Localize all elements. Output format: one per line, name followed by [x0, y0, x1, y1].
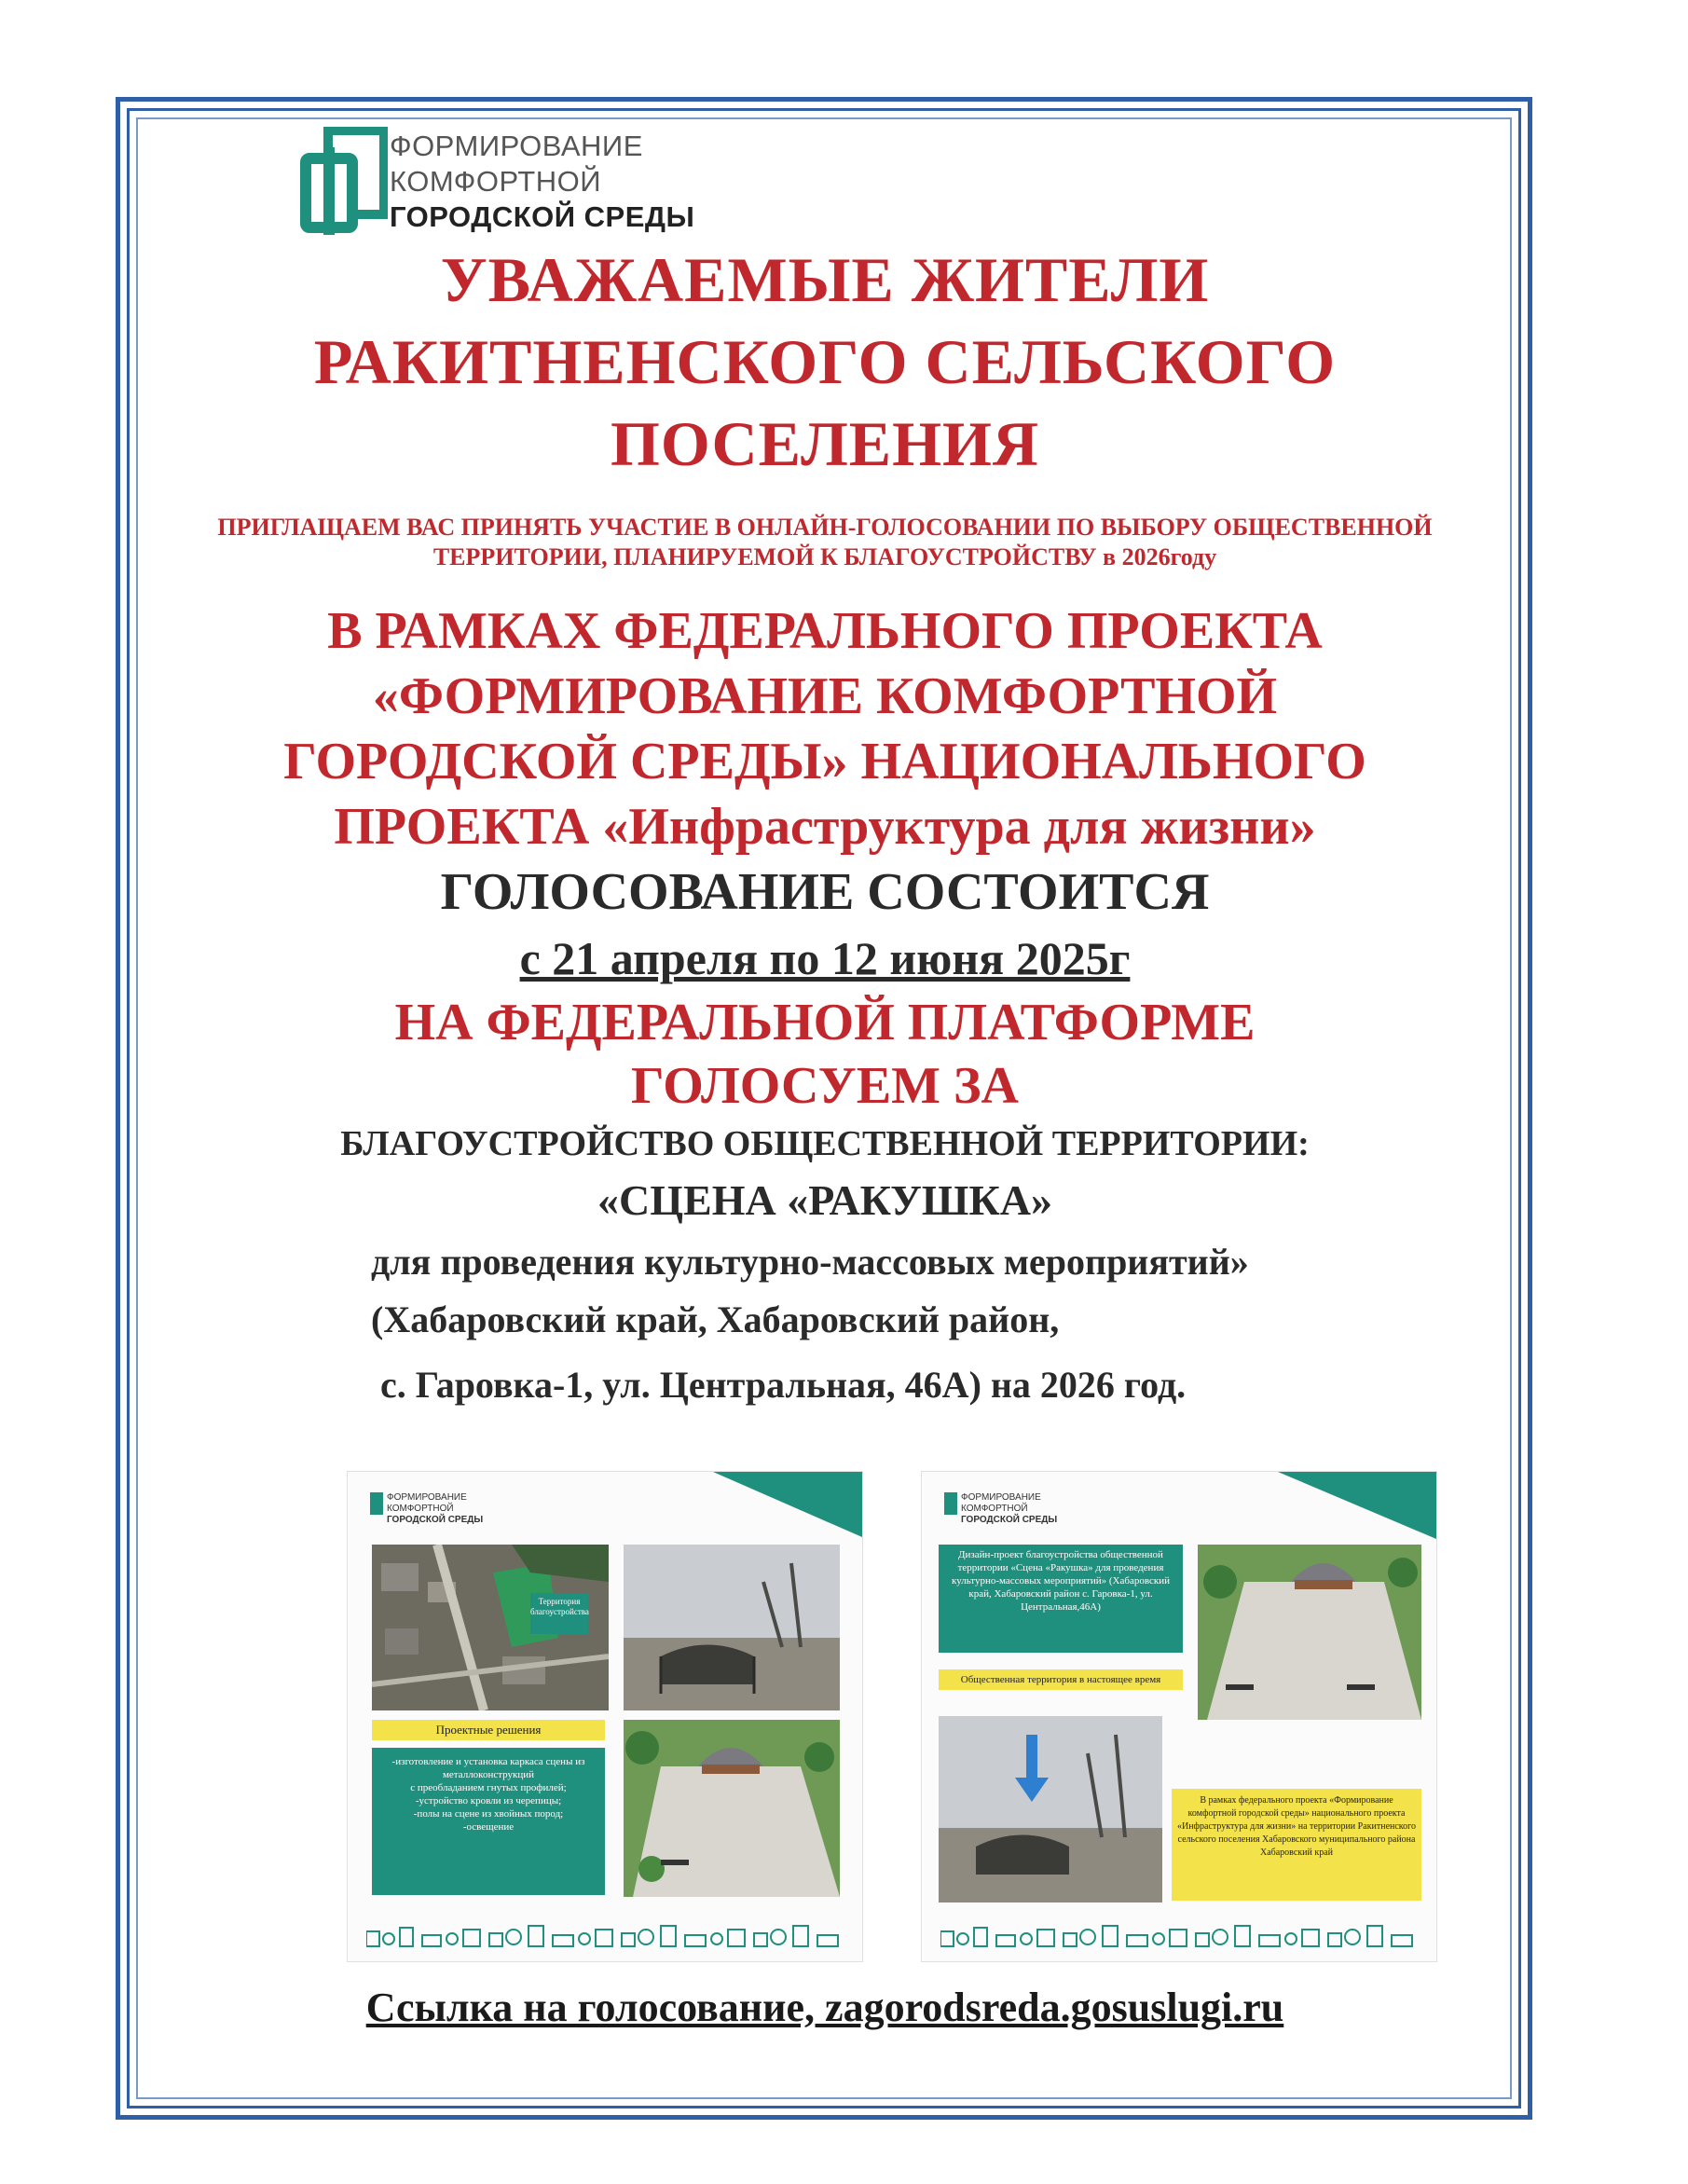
- invite-line-1: ПРИГЛАЩАЕМ ВАС ПРИНЯТЬ УЧАСТИЕ В ОНЛАЙН-ГОЛОСОВАНИИ ПО ВЫБОРУ ОБЩЕСТВЕННОЙ: [217, 514, 1433, 541]
- design-panel-left: [347, 1471, 863, 1962]
- current-site-image: [939, 1716, 1162, 1902]
- territory-address-2: с. Гаровка-1, ул. Центральная, 46А) на 2026 год.: [380, 1364, 1187, 1406]
- render-photo-left: [624, 1720, 840, 1897]
- design-panel-right: [921, 1471, 1437, 1962]
- project-line-4: ПРОЕКТА «Инфраструктура для жизни»: [334, 798, 1316, 856]
- vote-title: ГОЛОСОВАНИЕ СОСТОИТСЯ: [440, 863, 1210, 921]
- project-line-3: ГОРОДСКОЙ СРЕДЫ» НАЦИОНАЛЬНОГО: [283, 733, 1366, 790]
- territory-heading: БЛАГОУСТРОЙСТВО ОБЩЕСТВЕННОЙ ТЕРРИТОРИИ:: [340, 1124, 1310, 1163]
- logo-line-2: КОМФОРТНОЙ: [390, 165, 601, 198]
- panel-left-logo-3: ГОРОДСКОЙ СРЕДЫ: [387, 1515, 484, 1525]
- territory-name: «СЦЕНА «РАКУШКА»: [597, 1176, 1052, 1224]
- current-site-image: [624, 1545, 840, 1710]
- logo-line-3: ГОРОДСКОЙ СРЕДЫ: [390, 200, 695, 233]
- program-logo: [300, 127, 710, 248]
- panel-right-logo-1: ФОРМИРОВАНИЕ: [961, 1492, 1041, 1503]
- voting-link[interactable]: Ссылка на голосование, zagorodsreda.gosuslugi.ru: [365, 1985, 1284, 2030]
- render-photo-right-top: [1198, 1545, 1421, 1720]
- logo-line-1: ФОРМИРОВАНИЕ: [390, 130, 643, 162]
- project-line-1: В РАМКАХ ФЕДЕРАЛЬНОГО ПРОЕКТА: [327, 602, 1323, 660]
- territory-purpose: для проведения культурно-массовых мероприятий»: [371, 1241, 1249, 1283]
- solution-item: -полы на сцене из хвойных пород;: [413, 1808, 564, 1820]
- project-line-2: «ФОРМИРОВАНИЕ КОМФОРТНОЙ: [372, 667, 1278, 725]
- mini-logo-icon: [370, 1492, 383, 1515]
- vote-for: ГОЛОСУЕМ ЗА: [631, 1057, 1019, 1115]
- panel-right-logo-2: КОМФОРТНОЙ: [961, 1504, 1028, 1514]
- map-label: Территория благоустройства: [530, 1593, 588, 1634]
- solution-item: -освещение: [462, 1821, 515, 1833]
- houses-decoration: [366, 1922, 844, 1948]
- panel-right-logo-3: ГОРОДСКОЙ СРЕДЫ: [961, 1515, 1058, 1525]
- solutions-list: [372, 1748, 605, 1895]
- panel-right-logo: [944, 1492, 1057, 1526]
- vote-dates: с 21 апреля по 12 июня 2025г: [519, 932, 1131, 984]
- stage-render-image: [1198, 1545, 1421, 1720]
- vote-platform: НА ФЕДЕРАЛЬНОЙ ПЛАТФОРМЕ: [394, 994, 1256, 1051]
- solution-item: -изготовление и установка каркаса сцены из металлоконструкций: [391, 1756, 585, 1780]
- invite-line-2: ТЕРРИТОРИИ, ПЛАНИРУЕМОЙ К БЛАГОУСТРОЙСТВУ в 2026году: [432, 543, 1217, 570]
- current-site-photo: [624, 1545, 840, 1710]
- solutions-title: Проектные решения: [372, 1720, 605, 1740]
- solution-item: -устройство кровли из черепицы;: [415, 1795, 562, 1806]
- panel-left-logo-1: ФОРМИРОВАНИЕ: [387, 1492, 467, 1503]
- program-logo-icon: [300, 127, 388, 235]
- header-line-2: РАКИТНЕНСКОГО СЕЛЬСКОГО: [313, 326, 1337, 397]
- federal-project-note: В рамках федерального проекта «Формирование комфортной городской среды» национального проекта «Инфраструктура для жизни» на территории Ракитненского сельского поселения Хабаровского муниципального района Хабаровский край: [1172, 1789, 1421, 1901]
- current-site-photo-right: [939, 1716, 1162, 1902]
- header-line-3: ПОСЕЛЕНИЯ: [610, 408, 1040, 479]
- panel-left-logo-2: КОМФОРТНОЙ: [387, 1504, 454, 1514]
- territory-address-1: (Хабаровский край, Хабаровский район,: [371, 1298, 1060, 1340]
- solution-item: с преобладанием гнутых профилей;: [410, 1782, 567, 1793]
- panel-corner-decoration: [1278, 1472, 1436, 1539]
- stage-render-image: [624, 1720, 840, 1897]
- header-line-1: УВАЖАЕМЫЕ ЖИТЕЛИ: [440, 244, 1210, 315]
- panel-left-logo: [370, 1492, 483, 1526]
- panel-corner-decoration: [713, 1472, 862, 1537]
- current-territory-label: Общественная территория в настоящее время: [939, 1669, 1183, 1690]
- mini-logo-icon: [944, 1492, 957, 1515]
- houses-decoration: [940, 1922, 1418, 1948]
- design-project-text: Дизайн-проект благоустройства общественной территории «Сцена «Ракушка» для проведения культурно-массовых мероприятий» (Хабаровский край, Хабаровский район с. Гаровка-1, ул. Центральная,46А): [939, 1545, 1183, 1653]
